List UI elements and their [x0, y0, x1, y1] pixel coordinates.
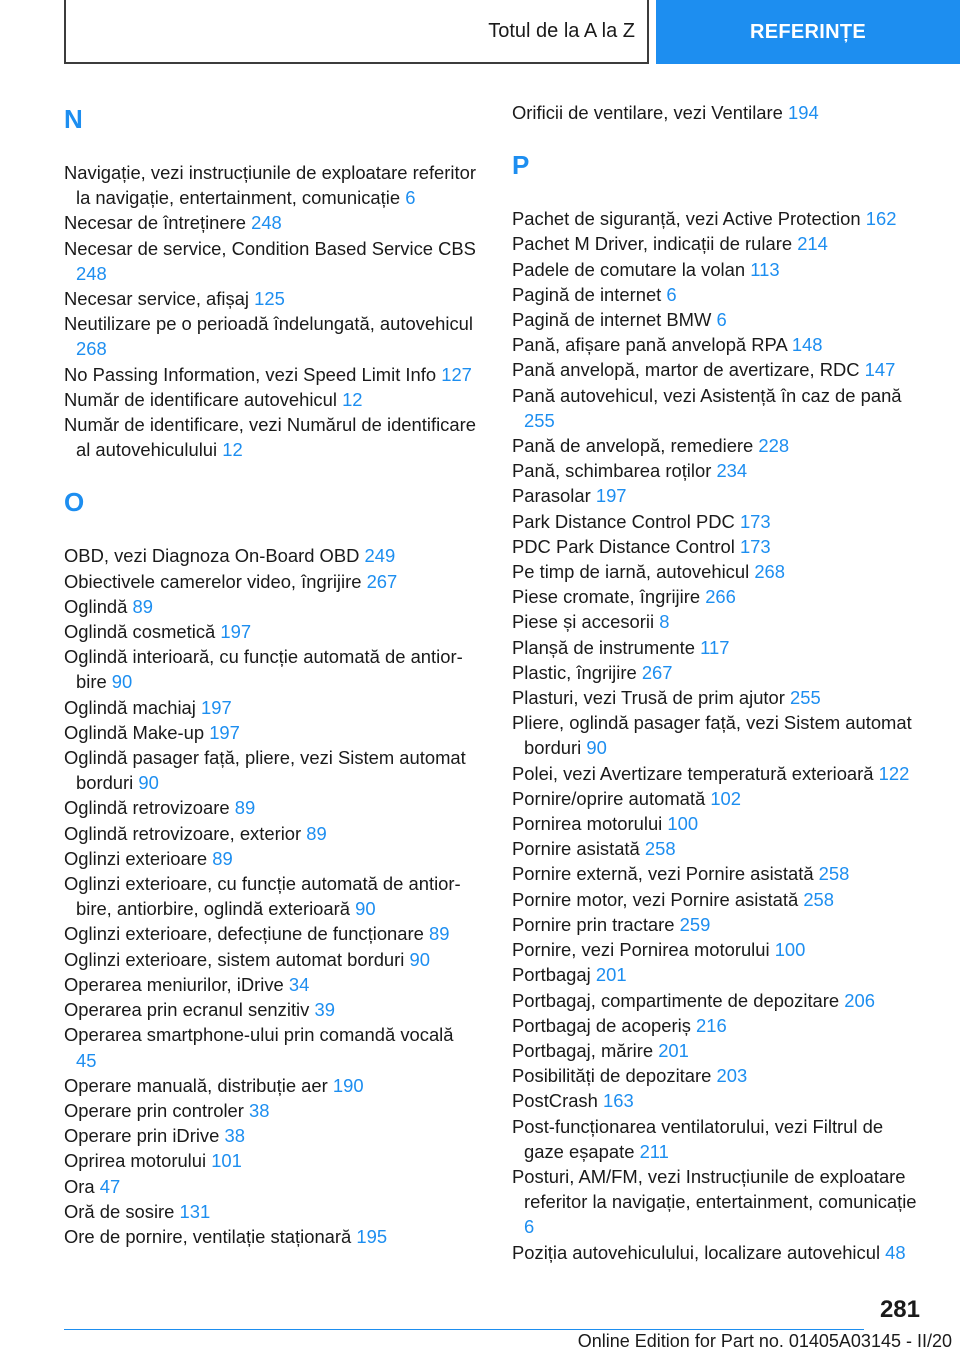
index-entry: [64, 160, 478, 210]
index-entry-text: Necesar de întreținere: [64, 212, 246, 234]
index-page-link[interactable]: 34: [288, 973, 310, 995]
index-page-link[interactable]: 122: [878, 762, 910, 784]
index-page-link[interactable]: 197: [220, 621, 252, 643]
index-entry: [512, 887, 922, 912]
index-entry-text: Oglindă retrovizoare: [64, 797, 230, 819]
index-entry: [64, 997, 478, 1022]
index-page-link[interactable]: 47: [99, 1175, 121, 1197]
index-entry-text: Oglindă interioară, cu funcție automată de antiorbire: [64, 646, 463, 693]
index-page-link[interactable]: 12: [222, 439, 243, 461]
index-entry: [512, 1063, 922, 1088]
index-page-link[interactable]: 216: [696, 1014, 727, 1036]
index-entry-text: Oglindă cosmetică: [64, 621, 216, 643]
index-page-link[interactable]: 125: [254, 288, 285, 310]
index-entry: [512, 1164, 922, 1240]
index-letter-heading: P: [512, 150, 530, 181]
index-entry-text: Operarea meniurilor, iDrive: [64, 973, 284, 995]
index-entry: [64, 846, 478, 871]
index-entry-text: Pliere, oglindă pasager față, vezi Sistem automat borduri: [512, 712, 912, 759]
index-page-link[interactable]: 248: [251, 212, 282, 234]
index-entry: [512, 483, 922, 508]
index-entry: [512, 458, 922, 483]
index-entry-text: Poziția autovehiculului, localizare autovehicul: [512, 1241, 881, 1263]
index-entry: [64, 412, 478, 462]
index-entry-text: Operare manuală, distribuție aer: [64, 1074, 328, 1096]
index-entry-text: Operare prin iDrive: [64, 1125, 220, 1147]
index-page-link[interactable]: 100: [774, 939, 806, 961]
index-entry: [64, 387, 478, 412]
section-title: Totul de la A la Z: [488, 19, 635, 42]
index-page-link[interactable]: 38: [224, 1125, 245, 1147]
chapter-tab[interactable]: [656, 0, 960, 64]
index-entry-text: Pană, schimbarea roților: [512, 460, 712, 482]
index-entry: [512, 559, 922, 584]
index-entry-text: Oglinzi exterioare, defecțiune de funcționare: [64, 923, 424, 945]
index-page-link[interactable]: 194: [788, 102, 819, 123]
index-entry: [64, 543, 478, 568]
index-column-right: [512, 100, 922, 1265]
footer-divider: [64, 1329, 864, 1330]
index-entry-text: PDC Park Distance Control: [512, 535, 735, 557]
index-entry-text: Pagină de internet BMW: [512, 309, 712, 331]
index-entry-text: Oglindă: [64, 595, 128, 617]
index-page-link[interactable]: 203: [716, 1065, 748, 1087]
index-entry-text: Oglinzi exterioare, cu funcție automată de antiorbire, antiorbire, oglindă exterioară: [64, 873, 461, 920]
index-page-link[interactable]: 258: [818, 863, 850, 885]
index-entry-text: Pachet M Driver, indicații de rulare: [512, 233, 793, 255]
index-entry-text: Oglindă pasager față, pliere, vezi Sistem automat borduri: [64, 747, 466, 794]
index-entry-text: Ora: [64, 1175, 95, 1197]
index-entry-text: Oglinzi exterioare: [64, 847, 208, 869]
index-entry: [512, 962, 922, 987]
index-page-link[interactable]: 117: [700, 636, 730, 658]
index-entry: [512, 811, 922, 836]
index-entry-text: Pagină de internet: [512, 283, 662, 305]
index-page-link[interactable]: 102: [710, 787, 742, 809]
index-entry: [512, 609, 922, 634]
index-entry-text: Pornire, vezi Pornirea motorului: [512, 939, 770, 961]
index-page-link[interactable]: 90: [586, 737, 607, 759]
index-page-link[interactable]: 90: [409, 948, 430, 970]
index-entry: [512, 660, 922, 685]
index-entry-text: Pană autovehicul, vezi Asistență în caz de pană: [512, 384, 902, 406]
index-page-link[interactable]: 267: [366, 570, 398, 592]
index-page-link[interactable]: 90: [138, 772, 159, 794]
index-entry: [64, 821, 478, 846]
index-entry: [64, 1199, 478, 1224]
index-entry-text: Neutilizare pe o perioadă îndelungată, autovehicul: [64, 313, 473, 335]
index-entry: [64, 619, 478, 644]
index-page-link[interactable]: 48: [885, 1241, 906, 1263]
index-page-link[interactable]: 89: [428, 923, 450, 945]
section-tab[interactable]: [64, 0, 649, 64]
index-entry: [512, 357, 922, 382]
index-entry-text: Oglindă Make-up: [64, 721, 205, 743]
index-entry-text: Pană anvelopă, martor de avertizare, RDC: [512, 359, 860, 381]
index-entry: [512, 584, 922, 609]
index-entry-text: OBD, vezi Diagnoza On-Board OBD: [64, 545, 360, 567]
index-page-link[interactable]: 249: [364, 545, 396, 567]
index-entry-text: Pornire/oprire automată: [512, 787, 706, 809]
index-entry-text: Operarea smartphone-ului prin comandă vocală: [64, 1024, 454, 1046]
index-letter-heading: N: [64, 104, 83, 134]
index-page-link[interactable]: 147: [864, 359, 896, 381]
index-entry: [64, 1098, 478, 1123]
index-page-link[interactable]: 190: [332, 1074, 364, 1096]
index-page-link[interactable]: 173: [739, 535, 771, 557]
index-page-link[interactable]: 163: [602, 1090, 634, 1112]
index-entry-text: Pachet de siguranță, vezi Active Protection: [512, 208, 861, 230]
index-entry-text: Portbagaj: [512, 964, 591, 986]
page-number: 281: [879, 1296, 920, 1323]
index-entry-text: Pe timp de iarnă, autovehicul: [512, 561, 750, 583]
index-entry: [64, 286, 478, 311]
index-entry-text: Portbagaj, compartimente de depozitare: [512, 989, 840, 1011]
index-entry: [512, 257, 922, 282]
index-entry-text: Parasolar: [512, 485, 591, 507]
index-entry-text: Padele de comutare la volan: [512, 258, 746, 280]
index-page-link[interactable]: 255: [524, 409, 555, 431]
index-page-link[interactable]: 89: [234, 797, 256, 819]
index-entry: [64, 695, 478, 720]
index-entry: [512, 786, 922, 811]
index-page-link[interactable]: 201: [658, 1039, 689, 1061]
index-entry: [512, 635, 922, 660]
index-page-link[interactable]: 38: [249, 1099, 270, 1121]
index-page-link[interactable]: 258: [803, 888, 835, 910]
index-entry: [512, 282, 922, 307]
index-entry-text: Oră de sosire: [64, 1200, 175, 1222]
index-page-link[interactable]: 148: [791, 334, 823, 356]
index-entry: [64, 1148, 478, 1173]
index-entry: [64, 311, 478, 361]
index-page-link[interactable]: 45: [76, 1049, 97, 1071]
index-page-link[interactable]: 162: [865, 208, 897, 230]
index-page-link[interactable]: 234: [716, 460, 748, 482]
index-page-link[interactable]: 248: [76, 262, 107, 284]
index-entry: [64, 362, 478, 387]
index-entry: [64, 644, 478, 694]
index-page-link[interactable]: 100: [667, 813, 699, 835]
index-page-link[interactable]: 90: [355, 898, 376, 920]
index-entry: [512, 861, 922, 886]
index-entry-text: Orificii de ventilare, vezi Ventilare: [512, 102, 783, 123]
index-entry: [512, 836, 922, 861]
index-page-link[interactable]: 6: [666, 283, 677, 305]
index-entry: [512, 1088, 922, 1113]
index-entry-text: Oglinzi exterioare, sistem automat borduri: [64, 948, 405, 970]
index-entry: [64, 236, 478, 286]
edition-footer: Online Edition for Part no. 01405A03145 - II/20: [577, 1331, 952, 1351]
index-entry-text: Operare prin controler: [64, 1099, 244, 1121]
index-page-link[interactable]: 89: [212, 847, 233, 869]
index-entry: [64, 569, 478, 594]
index-entry-text: Posturi, AM/FM, vezi Instrucțiunile de exploatare referitor la navigație, entertainment, comunicație: [512, 1165, 917, 1213]
index-entry-text: Pornire prin tractare: [512, 913, 675, 935]
page-header: [0, 0, 960, 66]
index-entry: [512, 685, 922, 710]
index-entry-text: Operarea prin ecranul senzitiv: [64, 999, 310, 1021]
index-page-link[interactable]: 195: [356, 1225, 388, 1247]
chapter-title: REFERINȚE: [749, 20, 867, 43]
index-entry-text: Obiectivele camerelor video, îngrijire: [64, 570, 362, 592]
index-page-link[interactable]: 89: [132, 595, 153, 617]
index-entry-text: PostCrash: [512, 1090, 598, 1112]
index-entry-text: Post-funcționarea ventilatorului, vezi Filtrul de gaze eșapate: [512, 1115, 884, 1162]
index-entry: [64, 972, 478, 997]
index-entry: [64, 1224, 478, 1249]
index-page-link[interactable]: 12: [342, 388, 363, 410]
index-entry-text: Necesar service, afișaj: [64, 288, 249, 310]
index-entry: [64, 795, 478, 820]
index-page-link[interactable]: 211: [639, 1140, 669, 1162]
index-page-link[interactable]: 255: [790, 687, 821, 709]
index-entry-text: Piese cromate, îngrijire: [512, 586, 701, 608]
index-entry: [64, 1022, 478, 1072]
index-entry-text: Portbagaj de acoperiș: [512, 1014, 691, 1036]
index-entry-text: Ore de pornire, ventilație staționară: [64, 1225, 352, 1247]
index-entry-text: Număr de identificare, vezi Numărul de identificare al autovehiculului: [64, 414, 476, 461]
index-entry: [64, 210, 478, 235]
index-page-link[interactable]: 127: [441, 363, 472, 385]
index-entry: [512, 937, 922, 962]
index-entry-text: Posibilități de depozitare: [512, 1065, 712, 1087]
index-entry-text: Pană de anvelopă, remediere: [512, 435, 754, 457]
index-entry-text: Pornire asistată: [512, 838, 640, 860]
index-entry-text: Oglindă retrovizoare, exterior: [64, 822, 302, 844]
index-entry: [64, 594, 478, 619]
index-page-link[interactable]: 90: [111, 671, 133, 693]
index-page-link[interactable]: 197: [201, 696, 232, 718]
index-page-link[interactable]: 201: [595, 964, 627, 986]
index-entry: [512, 100, 922, 125]
index-entry-text: No Passing Information, vezi Speed Limit Info: [64, 363, 437, 385]
index-page-link[interactable]: 267: [641, 661, 673, 683]
index-entry-text: Pornire motor, vezi Pornire asistată: [512, 888, 799, 910]
index-page-link[interactable]: 197: [209, 721, 240, 743]
index-entry: [512, 1240, 922, 1265]
index-entry: [512, 710, 922, 760]
index-page-link[interactable]: 101: [211, 1150, 242, 1172]
index-entry-text: Număr de identificare autovehicul: [64, 388, 337, 410]
index-page-link[interactable]: 6: [716, 309, 727, 331]
index-letter-heading: O: [64, 487, 85, 518]
index-entry: [64, 1123, 478, 1148]
index-entry: [512, 206, 922, 231]
index-entry: [64, 745, 478, 795]
index-entry: [64, 947, 478, 972]
index-page-link[interactable]: 266: [705, 586, 736, 608]
index-entry: [512, 1038, 922, 1063]
index-entry: [64, 921, 478, 946]
index-page-link[interactable]: 197: [595, 485, 627, 507]
index-entry-text: Polei, vezi Avertizare temperatură exterioară: [512, 762, 874, 784]
index-entry: [512, 1114, 922, 1164]
index-entry: [512, 307, 922, 332]
index-page-link[interactable]: 113: [750, 258, 780, 280]
index-page-link[interactable]: 268: [76, 338, 107, 360]
index-page-link[interactable]: 39: [314, 999, 335, 1021]
index-entry: [512, 509, 922, 534]
index-page-link[interactable]: 228: [758, 435, 790, 457]
index-entry: [512, 761, 922, 786]
index-entry-text: Park Distance Control PDC: [512, 510, 735, 532]
index-entry-text: Pană, afișare pană anvelopă RPA: [512, 334, 787, 356]
index-entry-text: Pornire externă, vezi Pornire asistată: [512, 863, 814, 885]
index-entry: [512, 383, 922, 433]
index-page-link[interactable]: 214: [797, 233, 828, 255]
index-page-link[interactable]: 206: [844, 989, 875, 1011]
index-entry-text: Plasturi, vezi Trusă de prim ajutor: [512, 687, 785, 709]
index-entry: [512, 1013, 922, 1038]
index-entry: [64, 1073, 478, 1098]
index-page-link[interactable]: 259: [679, 913, 711, 935]
index-entry-text: Necesar de service, Condition Based Service CBS: [64, 237, 476, 259]
index-page-link[interactable]: 258: [644, 838, 676, 860]
index-entry: [512, 988, 922, 1013]
index-entry-text: Plastic, îngrijire: [512, 661, 637, 683]
index-entry: [512, 534, 922, 559]
index-page-link[interactable]: 89: [306, 822, 327, 844]
index-entry-text: Oglindă machiaj: [64, 696, 196, 718]
index-entry-text: Oprirea motorului: [64, 1150, 207, 1172]
index-entry: [64, 1174, 478, 1199]
index-page-link[interactable]: 6: [524, 1216, 535, 1238]
index-entry: [512, 912, 922, 937]
index-entry-text: Piese și accesorii: [512, 611, 655, 633]
index-page-link[interactable]: 8: [659, 611, 670, 633]
index-page-link[interactable]: 131: [179, 1200, 211, 1222]
index-entry: [512, 433, 922, 458]
index-page-link[interactable]: 173: [739, 510, 771, 532]
index-entry-text: Planșă de instrumente: [512, 636, 695, 658]
index-entry: [512, 231, 922, 256]
index-entry-text: Portbagaj, mărire: [512, 1039, 654, 1061]
index-page-link[interactable]: 6: [405, 187, 416, 209]
index-entry: [64, 720, 478, 745]
index-column-left: [64, 100, 478, 1249]
index-page-link[interactable]: 268: [754, 561, 785, 583]
index-entry: [512, 332, 922, 357]
index-entry-text: Navigație, vezi instrucțiunile de exploatare referitor la navigație, entertainment, comunicație: [64, 162, 476, 209]
index-entry-text: Pornirea motorului: [512, 813, 663, 835]
index-entry: [64, 871, 478, 921]
